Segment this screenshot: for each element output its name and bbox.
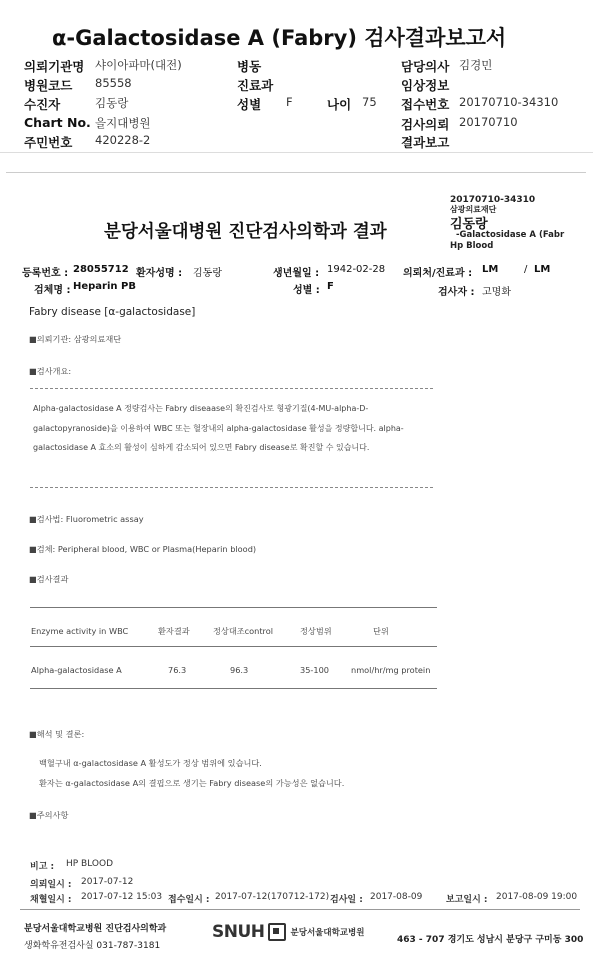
value-sex: F <box>286 95 293 109</box>
value-report-date: 2017-08-09 19:00 <box>496 892 578 902</box>
value-patient: 김동랑 <box>95 96 129 110</box>
label-chart-no: Chart No. <box>24 115 91 130</box>
value-request-date: 2017-07-12 <box>81 877 134 887</box>
snuh-logo-text: SNUH <box>212 922 265 942</box>
table-cell: Alpha-galactosidase A <box>31 665 122 675</box>
table-top-rule <box>30 607 437 608</box>
value-dob: 1942-02-28 <box>327 264 386 275</box>
header-divider <box>0 152 593 153</box>
label-report-date: 보고일시 : <box>446 895 488 905</box>
table-header: 단위 <box>373 626 389 636</box>
label-age: 나이 <box>327 97 352 112</box>
table-header: Enzyme activity in WBC <box>31 626 129 636</box>
label-resident-no: 주민번호 <box>24 135 73 150</box>
test-name: Fabry disease [α-galactosidase] <box>29 306 196 318</box>
table-header-rule <box>30 646 437 647</box>
interpretation-line: 환자는 α-galactosidase A의 결핍으로 생기는 Fabry disease의 가능성은 없습니다. <box>39 778 345 788</box>
label-receipt-date: 접수일시 : <box>168 895 210 905</box>
label-reg-no: 등록번호 : <box>22 268 69 279</box>
value-doctor: 김경민 <box>459 58 493 72</box>
label-clinical-info: 임상정보 <box>401 78 450 93</box>
table-bottom-rule <box>30 688 437 689</box>
value-requesting-org: 샤이아파마(대전) <box>95 58 182 72</box>
value-report-sex: F <box>327 281 334 292</box>
value-specimen: Heparin PB <box>73 281 136 292</box>
table-cell: 76.3 <box>168 665 187 675</box>
referral-org: ■의뢰기관: 삼광의료재단 <box>29 334 122 344</box>
label-sex: 성별 <box>237 97 262 112</box>
stamp-patient-name: 김동랑 <box>450 217 488 232</box>
footer-rule <box>20 909 580 910</box>
label-collect-date: 채혈일시 : <box>30 895 72 905</box>
stamp-org: 삼광의료재단 <box>450 205 497 214</box>
table-header: 환자결과 <box>158 626 190 636</box>
table-cell: 96.3 <box>230 665 249 675</box>
value-remark: HP BLOOD <box>66 859 114 869</box>
label-test-date: 검사일 : <box>330 895 363 905</box>
label-result-report: 결과보고 <box>401 135 450 150</box>
label-patient-name: 환자성명 : <box>136 268 183 279</box>
value-dept-2: LM <box>534 264 551 275</box>
snuh-logo-subtitle: 분당서울대학교병원 <box>290 928 365 938</box>
interpretation-line: 백혈구내 α-galactosidase A 활성도가 정상 범위에 있습니다. <box>39 758 262 768</box>
report-heading: 분당서울대병원 진단검사의학과 결과 <box>104 222 387 242</box>
footer-phone: 생화학유전검사실 031-787-3181 <box>24 941 161 951</box>
caution-title: ■주의사항 <box>29 810 69 820</box>
divider <box>30 487 433 488</box>
label-examiner: 검사자 : <box>438 287 475 298</box>
value-receipt-no: 20170710-34310 <box>459 95 559 109</box>
table-cell: nmol/hr/mg protein <box>351 665 431 675</box>
stamp-specimen: Hp Blood <box>450 241 494 251</box>
value-reg-no: 28055712 <box>73 264 129 275</box>
value-collect-date: 2017-07-12 15:03 <box>81 892 163 902</box>
value-test-request: 20170710 <box>459 115 518 129</box>
value-hospital-code: 85558 <box>95 76 132 90</box>
result-title: ■검사결과 <box>29 574 69 584</box>
specimen-type: ■검체: Peripheral blood, WBC or Plasma(Heparin blood) <box>29 544 257 554</box>
label-doctor: 담당의사 <box>401 59 450 74</box>
label-hospital-code: 병원코드 <box>24 78 73 93</box>
snuh-logo <box>212 922 364 942</box>
label-dob: 생년월일 : <box>273 268 320 279</box>
interpretation-title: ■해석 및 결론: <box>29 729 85 739</box>
test-method: ■검사법: Fluorometric assay <box>29 514 144 524</box>
divider <box>30 388 433 389</box>
stamp-receipt-no: 20170710-34310 <box>450 195 536 205</box>
table-cell: 35-100 <box>300 665 330 675</box>
footer-org: 분당서울대학교병원 진단검사의학과 <box>24 924 167 934</box>
value-age: 75 <box>362 95 377 109</box>
overview-title: ■검사개요: <box>29 366 72 376</box>
label-ward: 병동 <box>237 59 262 74</box>
dept-separator: / <box>524 264 528 275</box>
overview-text: Alpha-galactosidase A 정량검사는 Fabry diseaase의 확진검사로 형광기질(4-MU-alpha-D-galactopyranoside)을 이용하여 WBC 또는 혈장내의 alpha-galactosidase 활성을 정량합니다. alpha-galactosidase A 효소의 활성이 심하게 감소되어 있으면 Fabry disease로 확진할 수 있습니다. <box>33 404 404 452</box>
label-request-date: 의뢰일시 : <box>30 880 72 890</box>
report-title: α-Galactosidase A (Fabry) 검사결과보고서 <box>52 26 507 50</box>
value-receipt-date: 2017-07-12(170712-172) <box>215 892 330 902</box>
label-dept: 의뢰처/진료과 : <box>403 268 473 279</box>
label-report-sex: 성별 : <box>293 285 320 296</box>
value-test-date: 2017-08-09 <box>370 892 423 902</box>
label-patient: 수진자 <box>24 97 61 112</box>
label-requesting-org: 의뢰기관명 <box>24 59 85 74</box>
table-header: 정상범위 <box>300 626 332 636</box>
stamp-test: -Galactosidase A (Fabr <box>456 230 565 240</box>
label-specimen: 검체명 : <box>34 285 71 296</box>
value-examiner: 고명화 <box>482 287 511 298</box>
snuh-emblem-icon <box>268 923 286 941</box>
label-receipt-no: 접수번호 <box>401 97 450 112</box>
table-header: 정상대조control <box>213 626 274 636</box>
value-resident-no: 420228-2 <box>95 133 151 147</box>
value-patient-name: 김동랑 <box>193 268 222 279</box>
value-chart-no: 을지대병원 <box>95 116 151 130</box>
value-dept-1: LM <box>482 264 499 275</box>
label-remark: 비고 : <box>30 862 55 872</box>
label-test-request: 검사의뢰 <box>401 117 450 132</box>
footer-address: 463 - 707 경기도 성남시 분당구 구미동 300 <box>397 935 584 945</box>
label-department: 진료과 <box>237 78 274 93</box>
